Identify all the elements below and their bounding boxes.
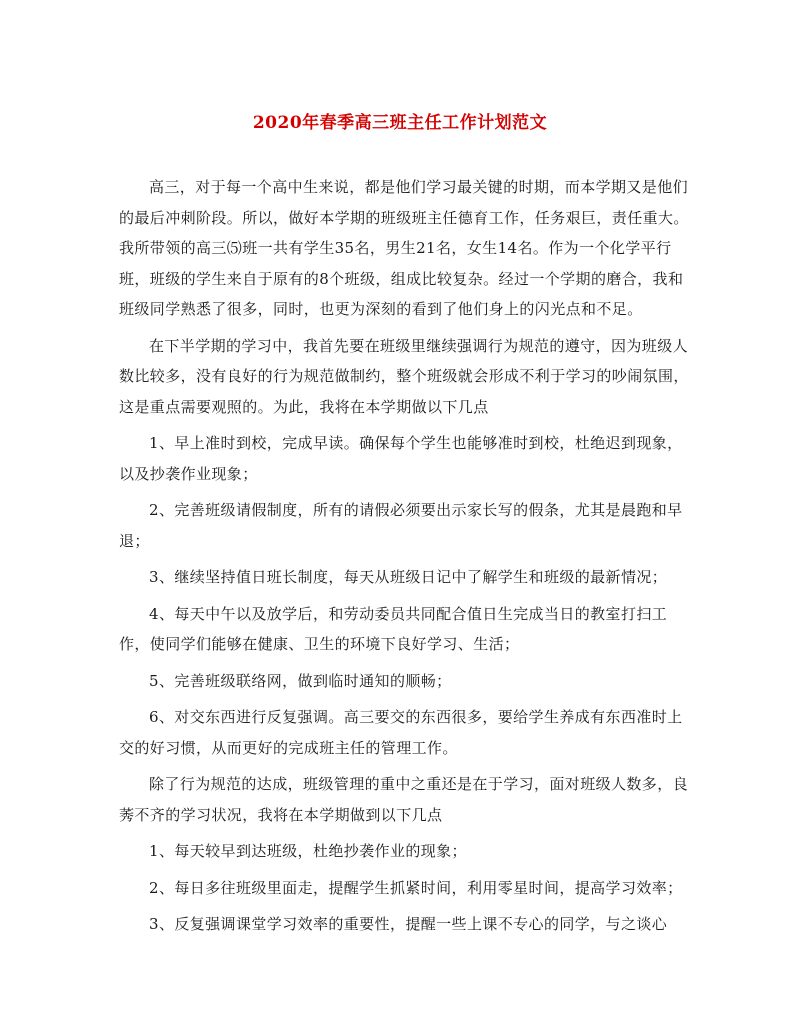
paragraph-intro: 高三，对于每一个高中生来说，都是他们学习最关键的时期，而本学期又是他们的最后冲刺阶段。所以，做好本学期的班级班主任德育工作，任务艰巨，责任重大。我所带领的高三⑸班一共有学生35名，男生21名，女生14名。作为一个化学平行班，班级的学生来自于原有的8个班级，组成比较复杂。经过一个学期的磨合，我和班级同学熟悉了很多，同时，也更为深刻的看到了他们身上的闪光点和不足。 [119, 178, 689, 318]
list-item: 3、反复强调课堂学习效率的重要性，提醒一些上课不专心的同学，与之谈心 [149, 915, 668, 933]
list-item: 2、完善班级请假制度，所有的请假必须要出示家长写的假条，尤其是晨跑和早退； [119, 501, 683, 550]
list-item: 3、继续坚持值日班长制度，每天从班级日记中了解学生和班级的最新情况； [149, 568, 668, 586]
document-title: 2020年春季高三班主任工作计划范文 [252, 113, 548, 133]
paragraph-study-intro: 除了行为规范的达成，班级管理的重中之重还是在于学习，面对班级人数多，良莠不齐的学习状况，我将在本学期做到以下几点 [119, 775, 689, 824]
list-item: 2、每日多往班级里面走，提醒学生抓紧时间，利用零星时间，提高学习效率； [149, 878, 683, 897]
list-item: 4、每天中午以及放学后，和劳动委员共同配合值日生完成当日的教室打扫工作，使同学们能够在健康、卫生的环境下良好学习、生活； [119, 604, 668, 653]
paragraph-behavior-intro: 在下半学期的学习中，我首先要在班级里继续强调行为规范的遵守，因为班级人数比较多，没有良好的行为规范做制约，整个班级就会形成不利于学习的吵闹氛围，这是重点需要观照的。为此，我将在本学期做以下几点 [119, 336, 689, 416]
list-item: 6、对交东西进行反复强调。高三要交的东西很多，要给学生养成有东西准时上交的好习惯，从而更好的完成班主任的管理工作。 [119, 708, 683, 757]
list-item: 1、早上准时到校，完成早读。确保每个学生也能够准时到校，杜绝迟到现象，以及抄袭作业现象； [119, 434, 683, 483]
list-item: 5、完善班级联络网，做到临时通知的顺畅； [149, 671, 452, 690]
list-item: 1、每天较早到达班级，杜绝抄袭作业的现象； [149, 842, 467, 860]
document-body [119, 172, 689, 946]
